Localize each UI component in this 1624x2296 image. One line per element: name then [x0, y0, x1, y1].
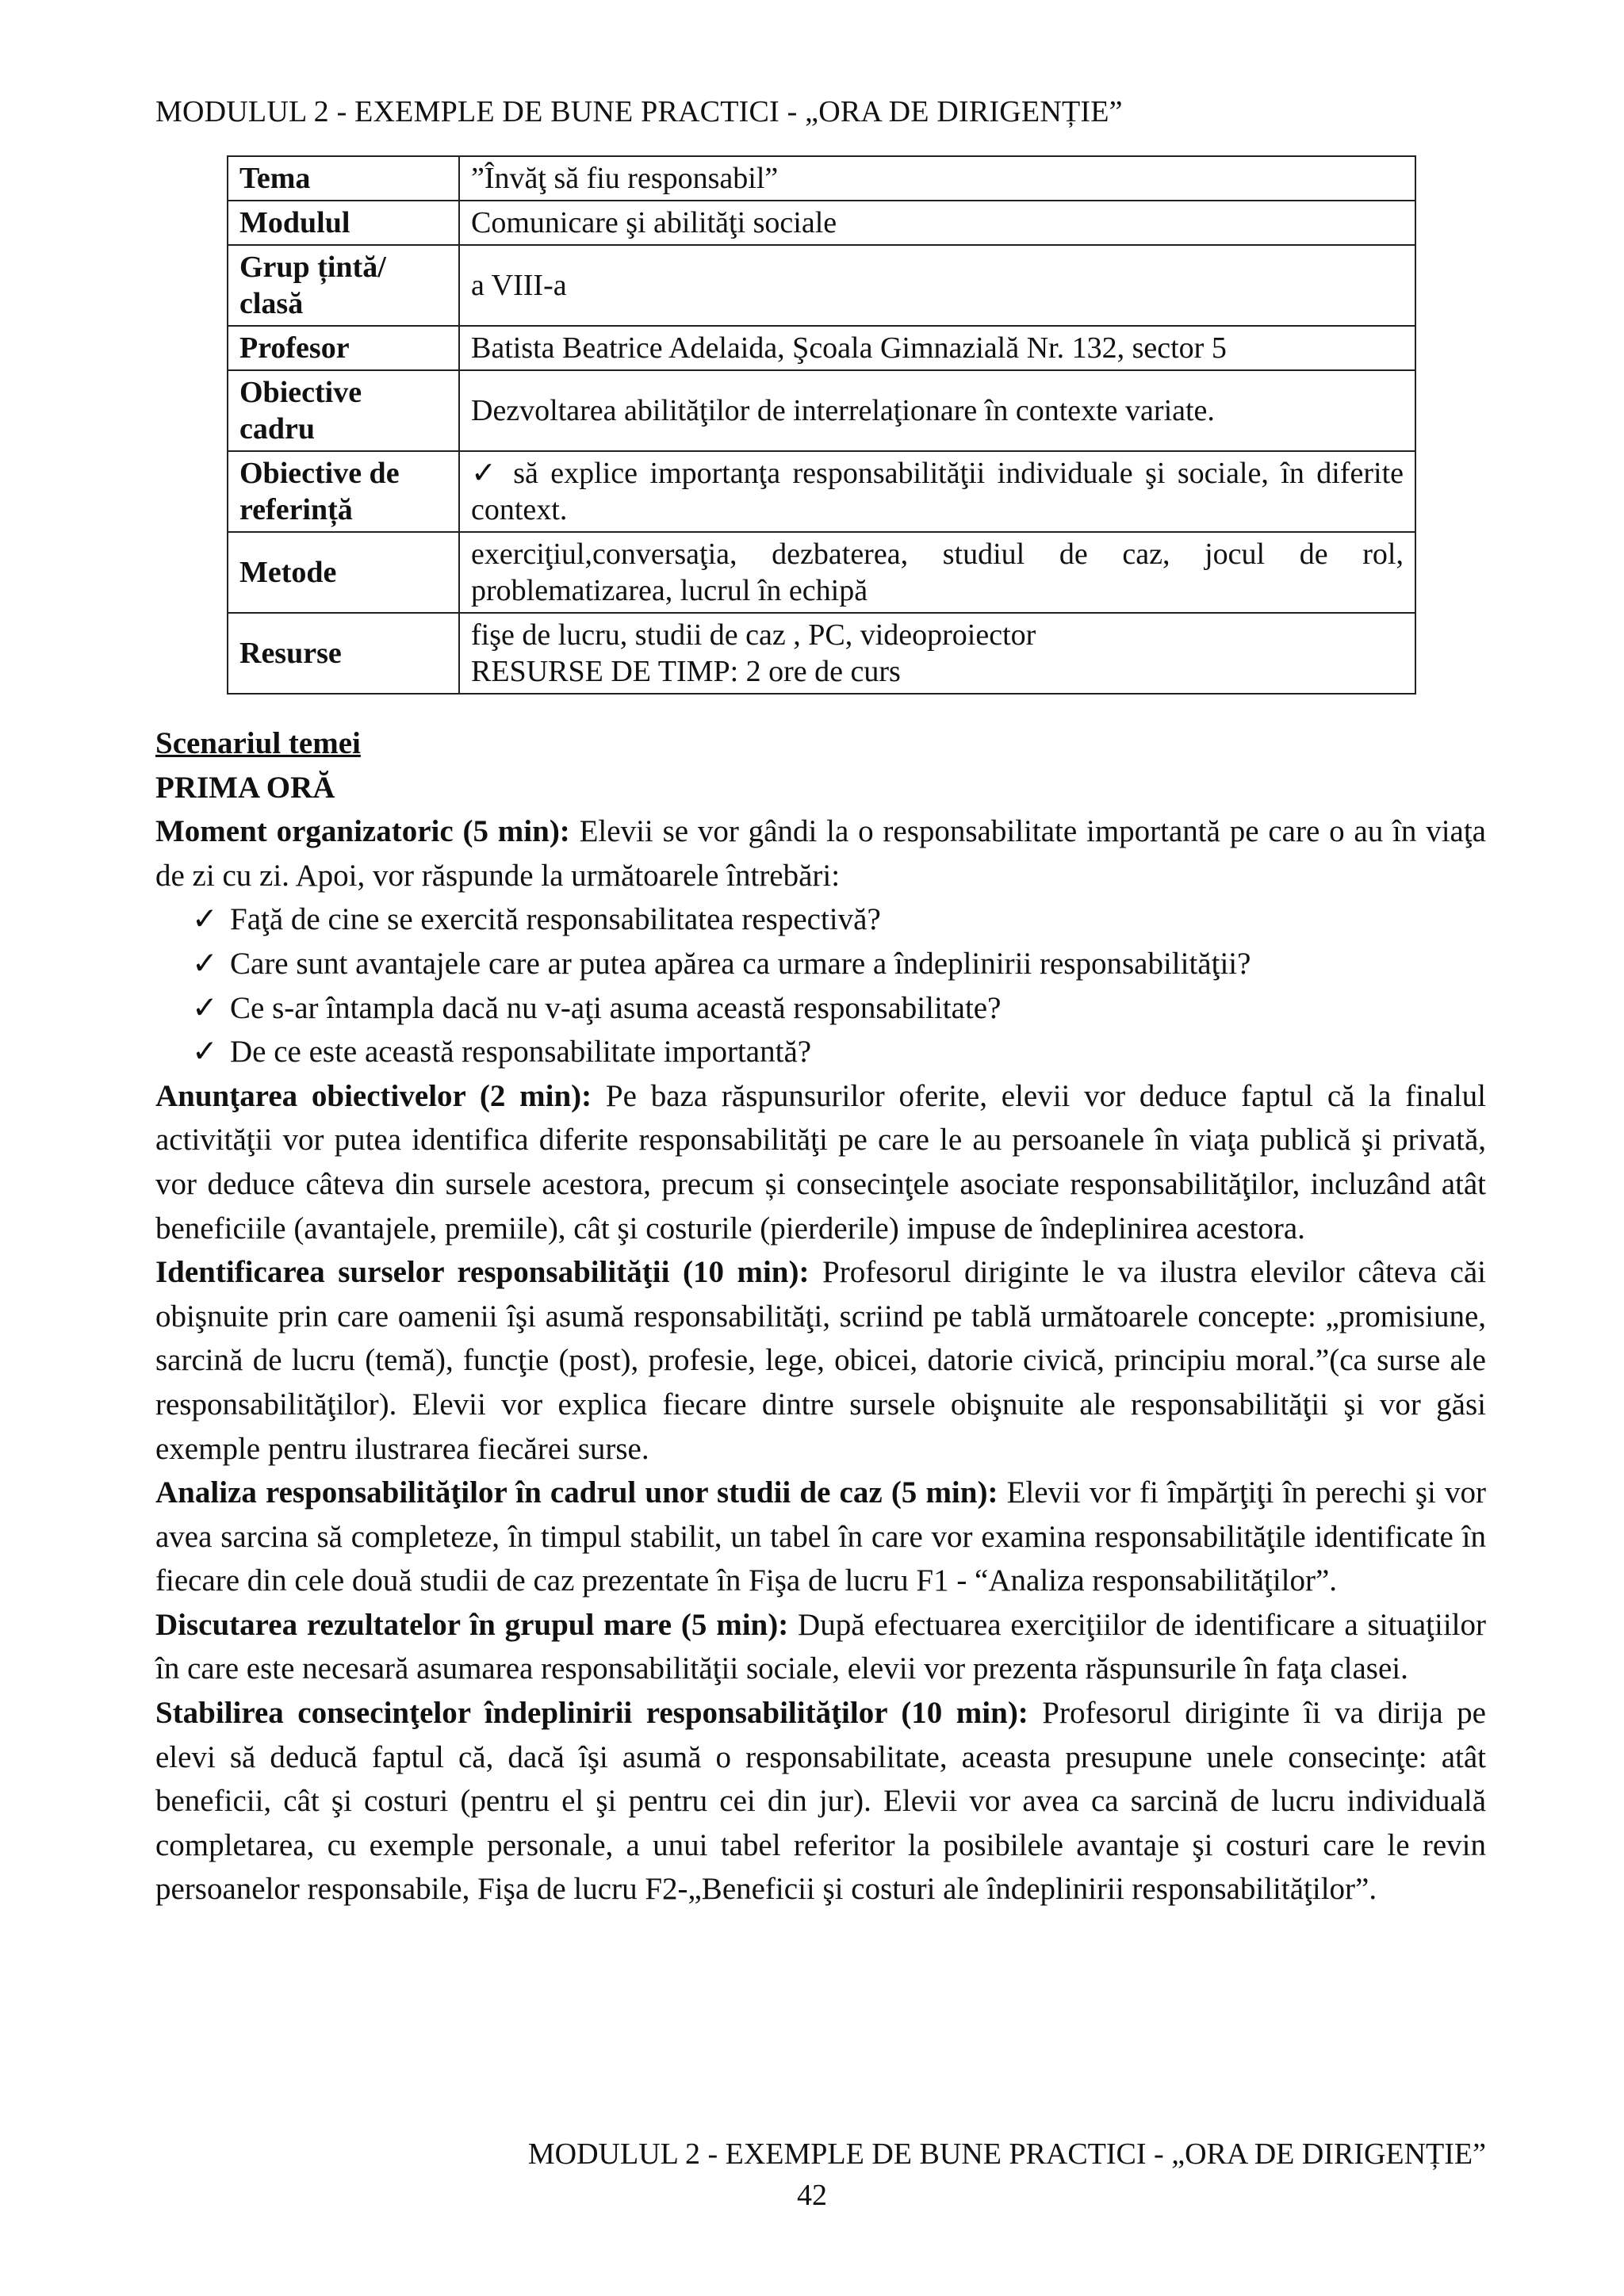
paragraph-heading: Analiza responsabilităţilor în cadrul unor studii de caz (5 min): [155, 1475, 998, 1510]
obiective-cadru-value: Dezvoltarea abilităţilor de interrelaţionare în contexte variate. [459, 370, 1415, 451]
checkmark-icon [471, 457, 513, 490]
obiective-ref-cell [459, 451, 1415, 532]
scenario-subtitle: PRIMA ORĂ [155, 770, 335, 805]
paragraph-discutarea-rezultatelor [155, 1603, 1486, 1691]
obiective-ref-label [228, 451, 459, 532]
grup-label [228, 245, 459, 326]
list-item: ✓ De ce este această responsabilitate importantă? [155, 1030, 1486, 1074]
paragraph-heading: Stabilirea consecinţelor îndeplinirii responsabilităţilor (10 min): [155, 1696, 1028, 1731]
modulul-value: Comunicare şi abilităţi sociale [459, 201, 1415, 245]
paragraph-anuntarea-obiectivelor [155, 1074, 1486, 1250]
paragraph-heading: Anunţarea obiectivelor (2 min): [155, 1078, 592, 1113]
page-number: 42 [797, 2179, 827, 2212]
obiective-ref-label-line2: referință [239, 493, 353, 526]
list-item: ✓ Ce s-ar întampla dacă nu v-aţi asuma această responsabilitate? [155, 986, 1486, 1031]
grup-label-line2: clasă [239, 287, 304, 320]
lesson-info-table [227, 155, 1416, 695]
paragraph-heading: Identificarea surselor responsabilităţii (10 min): [155, 1255, 810, 1290]
paragraph-analiza-responsabilitatilor [155, 1471, 1486, 1603]
scenario-title: Scenariul temei [155, 726, 361, 760]
paragraph-stabilirea-consecintelor [155, 1691, 1486, 1911]
table-row [228, 326, 1415, 370]
paragraph-text: Pe baza răspunsurilor oferite, elevii vor deduce faptul că la finalul activităţii vor putea identifica diferite responsabilităţi pe care le au persoanele în viaţa publică şi privată, vor deduce câteva din sursele acestora, precum și consecinţele asociate responsabilităţilor, incluzând atât beneficiile (avantajele, premiile), cât şi costurile (pierderile) impuse de îndeplinirea acestora. [155, 1078, 1486, 1246]
table-row [228, 613, 1415, 694]
table-row [228, 201, 1415, 245]
list-item: ✓ Care sunt avantajele care ar putea apărea ca urmare a îndeplinirii responsabilităţii? [155, 942, 1486, 986]
grup-value: a VIII-a [459, 245, 1415, 326]
resurse-label: Resurse [228, 613, 459, 694]
paragraph-text: După efectuarea exerciţiilor de identificare a situaţiilor în care este necesară asumarea responsabilităţii sociale, elevii vor prezenta răspunsurile în faţa clasei. [155, 1607, 1486, 1686]
obiective-cadru-label-line1: Obiective [239, 376, 362, 409]
modulul-label: Modulul [228, 201, 459, 245]
paragraph-identificarea-surselor [155, 1250, 1486, 1471]
question-list [155, 897, 1486, 1073]
table-row [228, 156, 1415, 201]
paragraph-text: Elevii vor fi împărţiţi în perechi şi vor avea sarcina să completeze, în timpul stabilit, un tabel în care vor examina responsabilităţile identificate în fiecare din cele două studii de caz prezentate în Fişa de lucru F1 - “Analiza responsabilităţilor”. [155, 1475, 1486, 1598]
paragraph-moment-organizatoric [155, 809, 1486, 897]
list-item: ✓ Faţă de cine se exercită responsabilitatea respectivă? [155, 897, 1486, 942]
obiective-ref-label-line1: Obiective de [239, 457, 400, 490]
paragraph-text: Profesorul diriginte le va ilustra elevilor câteva căi obişnuite prin care oamenii îşi asumă responsabilităţi, scriind pe tablă următoarele concepte: „promisiune, sarcină de lucru (temă), funcţie (post), profesie, lege, obicei, datorie civică, principiu moral.”(ca surse ale responsabilităţilor). Elevii vor explica fiecare dintre sursele obişnuite ale responsabilităţii şi vor găsi exemple pentru ilustrarea fiecărei surse. [155, 1255, 1487, 1466]
paragraph-text: Profesorul diriginte îi va dirija pe elevi să deducă faptul că, dacă îşi asumă o responsabilitate, aceasta presupune unele consecinţe: atât beneficii, cât şi costuri (pentru el şi pentru cei din jur). Elevii vor avea ca sarcină de lucru individuală completarea, cu exemple personale, a unui tabel referitor la posibilele avantaje şi costuri care le revin persoanelor responsabile, Fişa de lucru F2-„Beneficii şi costuri ale îndeplinirii responsabilităţilor”. [155, 1696, 1486, 1907]
page-footer: MODULUL 2 - EXEMPLE DE BUNE PRACTICI - „ORA DE DIRIGENȚIE” [527, 2137, 1486, 2171]
table-row [228, 532, 1415, 613]
resurse-value-line1: fişe de lucru, studii de caz , PC, videoproiector [471, 618, 1036, 652]
profesor-value: Batista Beatrice Adelaida, Şcoala Gimnazială Nr. 132, sector 5 [459, 326, 1415, 370]
tema-label: Tema [228, 156, 459, 201]
paragraph-heading: Discutarea rezultatelor în grupul mare (5 min): [155, 1607, 789, 1642]
page-header: MODULUL 2 - EXEMPLE DE BUNE PRACTICI - „ORA DE DIRIGENȚIE” [155, 95, 1123, 128]
table-row [228, 245, 1415, 326]
tema-value: ”Învăţ să fiu responsabil” [459, 156, 1415, 201]
scenario-section [155, 721, 1486, 1911]
paragraph-text: Elevii se vor gândi la o responsabilitate importantă pe care o au în viaţa de zi cu zi. Apoi, vor răspunde la următoarele întrebări: [155, 814, 1486, 893]
resurse-value [459, 613, 1415, 694]
obiective-cadru-label [228, 370, 459, 451]
resurse-value-line2: RESURSE DE TIMP: 2 ore de curs [471, 655, 901, 688]
table-row [228, 370, 1415, 451]
obiective-ref-value: să explice importanţa responsabilităţii individuale şi sociale, în diferite context. [471, 457, 1404, 526]
obiective-cadru-label-line2: cadru [239, 412, 315, 446]
grup-label-line1: Grup țintă/ [239, 251, 386, 284]
metode-value: exerciţiul,conversaţia, dezbaterea, studiul de caz, jocul de rol, problematizarea, lucrul în echipă [459, 532, 1415, 613]
profesor-label: Profesor [228, 326, 459, 370]
metode-label: Metode [228, 532, 459, 613]
paragraph-heading: Moment organizatoric (5 min): [155, 814, 570, 849]
table-row [228, 451, 1415, 532]
